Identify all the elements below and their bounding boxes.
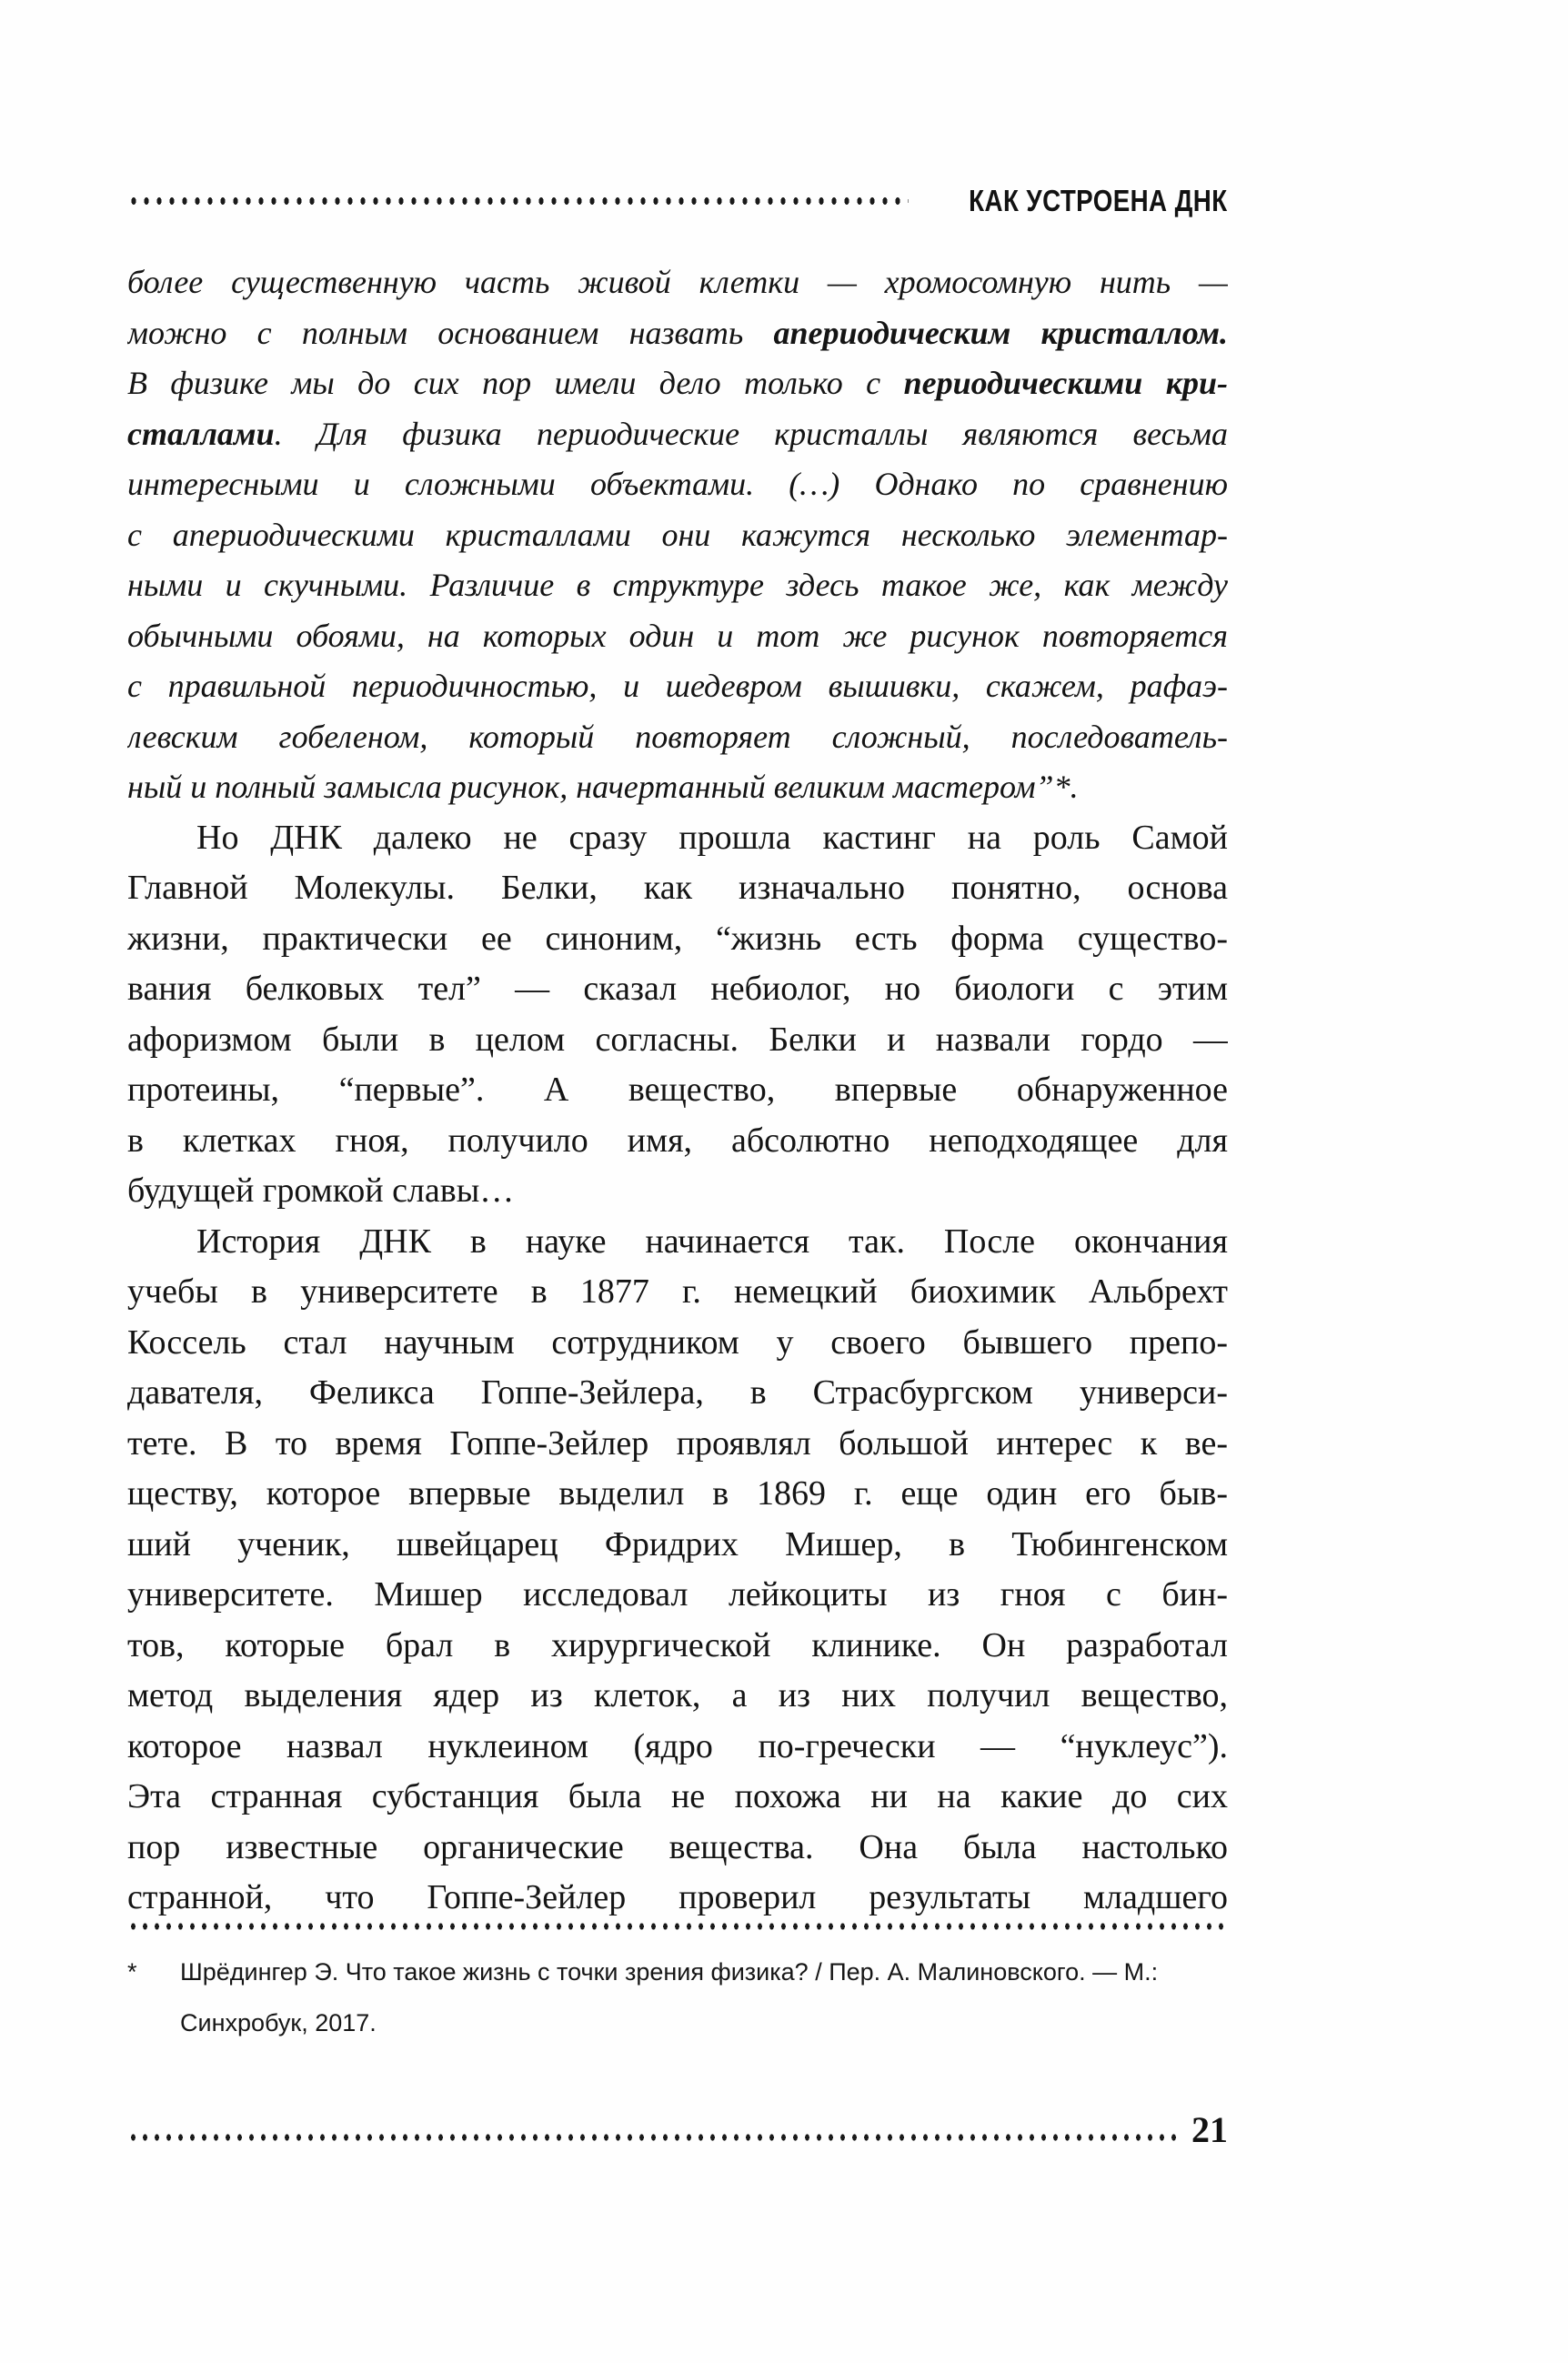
footnote-line: Шрёдингер Э. Что такое жизнь с точки зрения физика? / Пер. А. Малиновского. — М.: [180,1958,1159,1986]
page-number: 21 [1191,2109,1228,2150]
text-line [127,358,1228,409]
body-column [127,257,1228,1924]
text-line [127,257,1228,308]
text-line [127,1671,1228,1722]
text-line [127,914,1228,965]
text-line [127,409,1228,460]
text-segment: более существенную часть живой клетки — хромосомную нить — [127,264,1228,300]
text-line [127,1116,1228,1167]
text-line [127,964,1228,1015]
text-segment: университете. Мишер исследовал лейкоциты из гноя с бин- [127,1575,1228,1614]
text-segment: учебы в университете в 1877 г. немецкий биохимик Альбрехт [127,1272,1228,1311]
text-line [127,1368,1228,1419]
text-segment: с правильной периодичностью, и шедевром вышивки, скажем, рафаэ- [127,668,1228,704]
text-line [127,1570,1228,1621]
text-line [127,1065,1228,1116]
text-line [127,863,1228,914]
text-segment: ный и полный замысла рисунок, начертанный великим мастером”*. [127,769,1079,805]
text-segment: Но ДНК далеко не сразу прошла кастинг на роль Самой [196,818,1228,857]
bold-text-segment: периодическими кри- [903,365,1228,401]
text-line [127,560,1228,611]
text-segment: вания белковых тел” — сказал небиолог, но биологи с этим [127,970,1228,1008]
paragraph-dnk-casting [127,813,1228,1217]
text-line [127,712,1228,763]
footnote-separator [127,1921,1228,1932]
footnote-marker: * [127,1958,137,1986]
bold-text-segment: сталлами [127,415,275,452]
footer-dotted-leader [127,2132,1182,2143]
text-segment: метод выделения ядер из клеток, а из них получил вещество, [127,1676,1228,1714]
bold-text-segment: апериодическим кристаллом. [773,314,1228,351]
text-line [127,1217,1228,1268]
text-line [127,611,1228,662]
text-segment: интересными и сложными объектами. (…) Однако по сравнению [127,466,1228,502]
text-line [127,1419,1228,1470]
text-line [127,1015,1228,1066]
text-line [127,510,1228,561]
text-segment: странной, что Гоппе-Зейлер проверил результаты младшего [127,1878,1228,1916]
text-segment: протеины, “первые”. А вещество, впервые обнаруженное [127,1071,1228,1109]
text-segment: давателя, Феликса Гоппе-Зейлера, в Страсбургском универси- [127,1373,1228,1412]
footnote [127,1946,1228,2048]
text-line [127,1469,1228,1520]
text-segment: ший ученик, швейцарец Фридрих Мишер, в Тюбингенском [127,1524,1228,1564]
page-footer [127,2108,1228,2150]
text-segment: которое назвал нуклеином (ядро по-гречески — “нуклеус”). [127,1726,1228,1765]
text-segment: В физике мы до сих пор имели дело только с [127,365,904,401]
text-segment: . Для физика периодические кристаллы являются весьма [274,415,1228,452]
paragraph-dnk-history [127,1217,1228,1924]
text-segment: пор известные органические вещества. Она была настолько [127,1827,1228,1866]
text-segment: с апериодическими кристаллами они кажутся несколько элементар- [127,516,1228,553]
text-segment: в клетках гноя, получило имя, абсолютно неподходящее для [127,1121,1228,1160]
text-line [127,1267,1228,1318]
text-line [127,459,1228,510]
text-line [127,1823,1228,1874]
text-line [127,762,1228,813]
text-line [127,1772,1228,1823]
text-segment: можно с полным основанием назвать [127,314,774,351]
text-line [127,813,1228,864]
text-line [127,1873,1228,1924]
text-line [127,1621,1228,1672]
text-line [127,1318,1228,1369]
running-head [127,180,1228,222]
text-segment: История ДНК в науке начинается так. После окончания [196,1222,1228,1261]
text-segment: будущей громкой славы… [127,1171,515,1210]
text-line [127,1722,1228,1773]
text-line [127,1520,1228,1571]
text-segment: Эта странная субстанция была не похожа ни на какие до сих [127,1777,1228,1815]
text-line [127,1166,1228,1217]
footnote-text [180,1946,1228,2048]
text-segment: Главной Молекулы. Белки, как изначально понятно, основа [127,869,1228,907]
text-segment: Коссель стал научным сотрудником у своего бывшего препо- [127,1322,1228,1362]
text-segment: ществу, которое впервые выделил в 1869 г. еще один его быв- [127,1474,1228,1513]
text-segment: ными и скучными. Различие в структуре здесь такое же, как между [127,567,1228,603]
footnote-line: Синхробук, 2017. [180,2009,377,2036]
text-segment: тов, которые брал в хирургической клинике. Он разработал [127,1625,1228,1664]
header-dotted-leader [127,196,909,206]
text-segment: тете. В то время Гоппе-Зейлер проявлял большой интерес к ве- [127,1423,1228,1463]
quote-paragraph [127,257,1228,813]
text-line [127,661,1228,712]
text-segment: жизни, практически ее синоним, “жизнь есть форма существо- [127,919,1228,958]
text-segment: афоризмом были в целом согласны. Белки и назвали гордо — [127,1020,1228,1059]
text-segment: обычными обоями, на которых один и тот же рисунок повторяется [127,617,1228,654]
chapter-title: КАК УСТРОЕНА ДНК [969,184,1228,217]
text-segment: левским гобеленом, который повторяет сложный, последователь- [127,718,1228,755]
text-line [127,308,1228,359]
